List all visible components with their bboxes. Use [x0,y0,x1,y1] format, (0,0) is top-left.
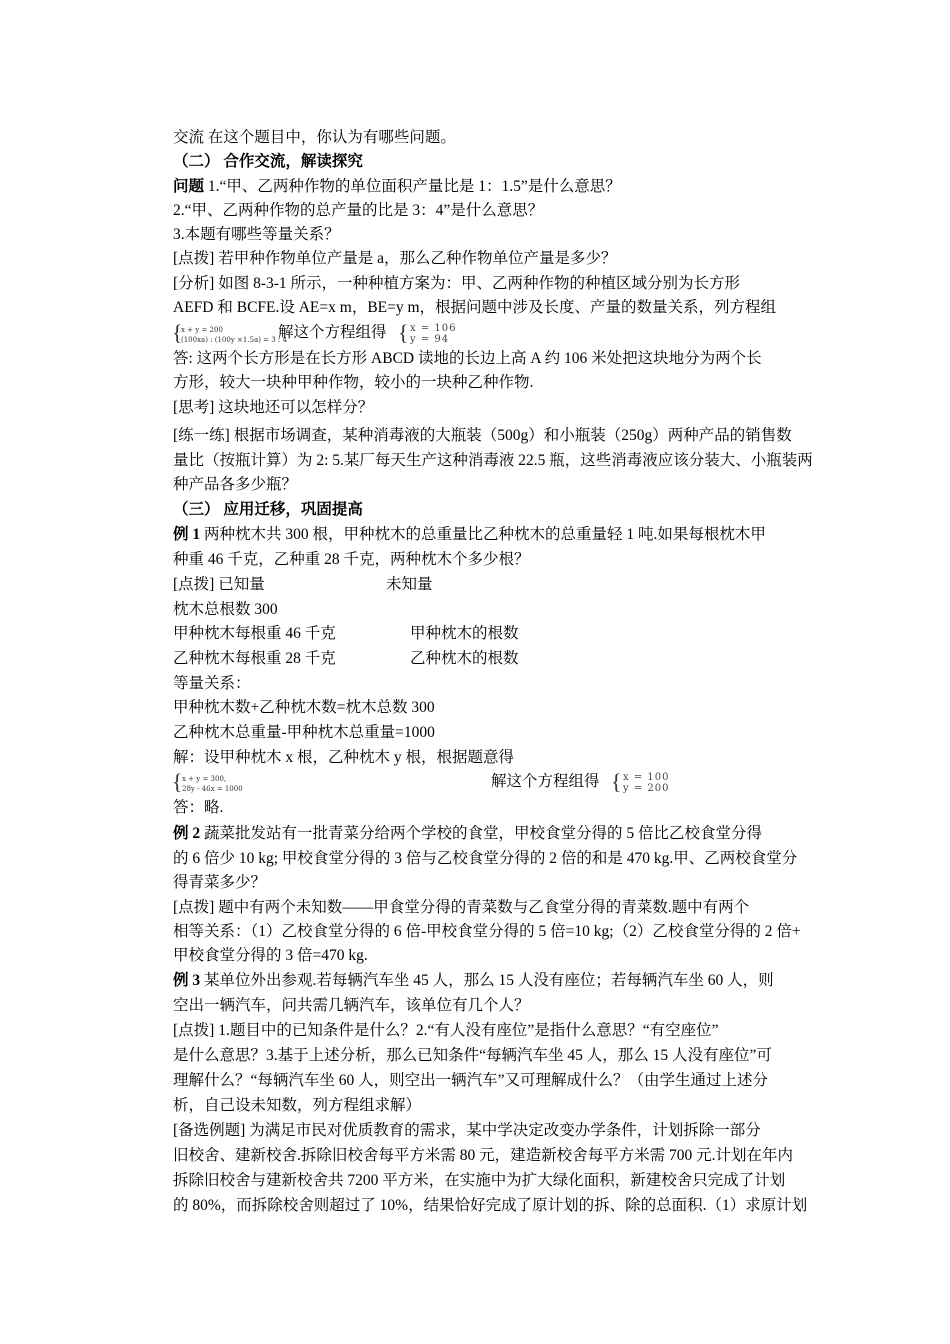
text-line: 未知量 [386,576,433,593]
text-line: 旧校舍、建新校舍.拆除旧校舍每平方米需 80 元，建造新校舍每平方米需 700 元.计划在年内 [173,1147,794,1164]
brace-icon: { [172,769,183,794]
text-line [173,970,774,992]
text-line: 枕木总根数 300 [173,601,278,618]
text-line: 等量关系： [173,675,251,692]
text-line: [点拨] 1.题目中的已知条件是什么？2.“有人没有座位”是指什么意思？“有空座位” [173,1022,719,1039]
section-heading: （三） 应用迁移，巩固提高 [173,501,363,518]
text-line: [练一练] 根据市场调查，某种消毒液的大瓶装（500g）和小瓶装（250g）两种产品的销售数 [173,427,792,444]
text-line: AEFD 和 BCFE.设 AE=x m，BE=y m，根据问题中涉及长度、产量的数量关系，列方程组 [173,299,777,316]
equation-line: x + y = 300, [182,775,227,783]
equation-line: (100xa) : (100y ×1.5a) = 3 : 4 [181,336,287,344]
text-line: 乙种枕木每根重 28 千克 [173,650,336,667]
text-line: [思考] 这块地还可以怎样分？ [173,399,374,416]
solution-line: x = 106 [410,323,457,334]
text-line [173,823,762,845]
text-line: 理解什么？“每辆汽车坐 60 人，则空出一辆汽车”又可理解成什么？（由学生通过上述分 [173,1072,769,1089]
text-span: 某单位外出参观.若每辆汽车坐 45 人，那么 15 人没有座位；若每辆汽车坐 60 人，则 [200,972,774,989]
text-line [173,524,766,546]
text-line: 量比（按瓶计算）为 2: 5.某厂每天生产这种消毒液 22.5 瓶，这些消毒液应该分装大、小瓶装两 [173,452,813,469]
equation-line: 28y - 46x = 1000 [182,785,243,793]
equation-line: x + y = 200 [181,326,223,334]
text-line: 交流 在这个题目中，你认为有哪些问题。 [173,129,456,146]
solution-line: y = 94 [410,334,450,345]
text-span: 两种枕木共 300 根，甲种枕木的总重量比乙种枕木的总重量轻 1 吨.如果每根枕木甲 [200,526,766,543]
text-span: 1.“甲、乙两种作物的单位面积产量比是 1：1.5”是什么意思？ [204,178,621,195]
text-line: 甲校食堂分得的 3 倍=470 kg. [173,947,368,964]
brace-icon: { [398,320,409,345]
text-line: 相等关系：（1）乙校食堂分得的 6 倍-甲校食堂分得的 5 倍=10 kg;（2）乙校食堂分得的 2 倍+ [173,923,801,940]
text-line: 得青菜多少？ [173,874,267,891]
text-line [173,176,621,198]
text-line: [点拨] 已知量 [173,576,265,593]
text-line: [分析] 如图 8-3-1 所示，一种种植方案为：甲、乙两种作物的种植区域分别为长方形 [173,275,741,292]
text-line: 拆除旧校舍与建新校舍共 7200 平方米，在实施中为扩大绿化面积，新建校舍只完成了计划 [173,1172,786,1189]
text-line: 析，自己设未知数，列方程组求解） [173,1097,422,1114]
text-line: 种重 46 千克，乙种重 28 千克，两种枕木个多少根？ [173,551,530,568]
text-line: [点拨] 若甲种作物单位产量是 a，那么乙种作物单位产量是多少？ [173,250,617,267]
text-line: 的 80%，而拆除校舍则超过了 10%，结果恰好完成了原计划的拆、除的总面积.（1）求原计划 [173,1197,808,1214]
text-line: 乙种枕木总重量-甲种枕木总重量=1000 [173,724,435,741]
label-bold: 例 2 [173,825,201,842]
solution-line: y = 200 [623,783,670,794]
label-bold: 例 1 [173,526,201,543]
text-line: [备选例题] 为满足市民对优质教育的需求，某中学决定改变办学条件，计划拆除一部分 [173,1122,761,1139]
text-line: 种产品各多少瓶？ [173,476,298,493]
brace-icon: { [172,320,183,345]
text-line: 的 6 倍少 10 kg; 甲校食堂分得的 3 倍与乙校食堂分得的 2 倍的和是 470 kg.甲、乙两校食堂分 [173,850,798,867]
text-span: 蔬菜批发站有一批青菜分给两个学校的食堂，甲校食堂分得的 5 倍比乙校食堂分得 [200,825,763,842]
text-line: 解这个方程组得 [491,773,600,790]
label-bold: 问题 [173,178,205,195]
text-line: 甲种枕木数+乙种枕木数=枕木总数 300 [173,699,435,716]
text-line: 方形，较大一块种甲种作物，较小的一块种乙种作物. [173,374,534,391]
text-line: 解这个方程组得 [278,324,387,341]
text-line: 是什么意思？3.基于上述分析，那么已知条件“每辆汽车坐 45 人，那么 15 人没有座位”可 [173,1047,772,1064]
section-heading: （二） 合作交流，解读探究 [173,153,363,170]
solution-line: x = 100 [623,772,670,783]
text-line: 解：设甲种枕木 x 根，乙种枕木 y 根，根据题意得 [173,749,515,766]
text-line: 甲种枕木的根数 [410,625,519,642]
text-line: 答: 这两个长方形是在长方形 ABCD 读地的长边上高 A 约 106 米处把这块地分为两个长 [173,350,762,367]
text-line: 空出一辆汽车，问共需几辆汽车，该单位有几个人？ [173,997,530,1014]
text-line: [点拨] 题中有两个未知数——甲食堂分得的青菜数与乙食堂分得的青菜数.题中有两个 [173,899,750,916]
text-line: 乙种枕木的根数 [410,650,519,667]
text-line: 答：略. [173,799,224,816]
text-line: 3.本题有哪些等量关系？ [173,226,340,243]
text-line: 2.“甲、乙两种作物的总产量的比是 3：4”是什么意思？ [173,202,544,219]
brace-icon: { [611,769,622,794]
text-line: 甲种枕木每根重 46 千克 [173,625,336,642]
label-bold: 例 3 [173,972,201,989]
